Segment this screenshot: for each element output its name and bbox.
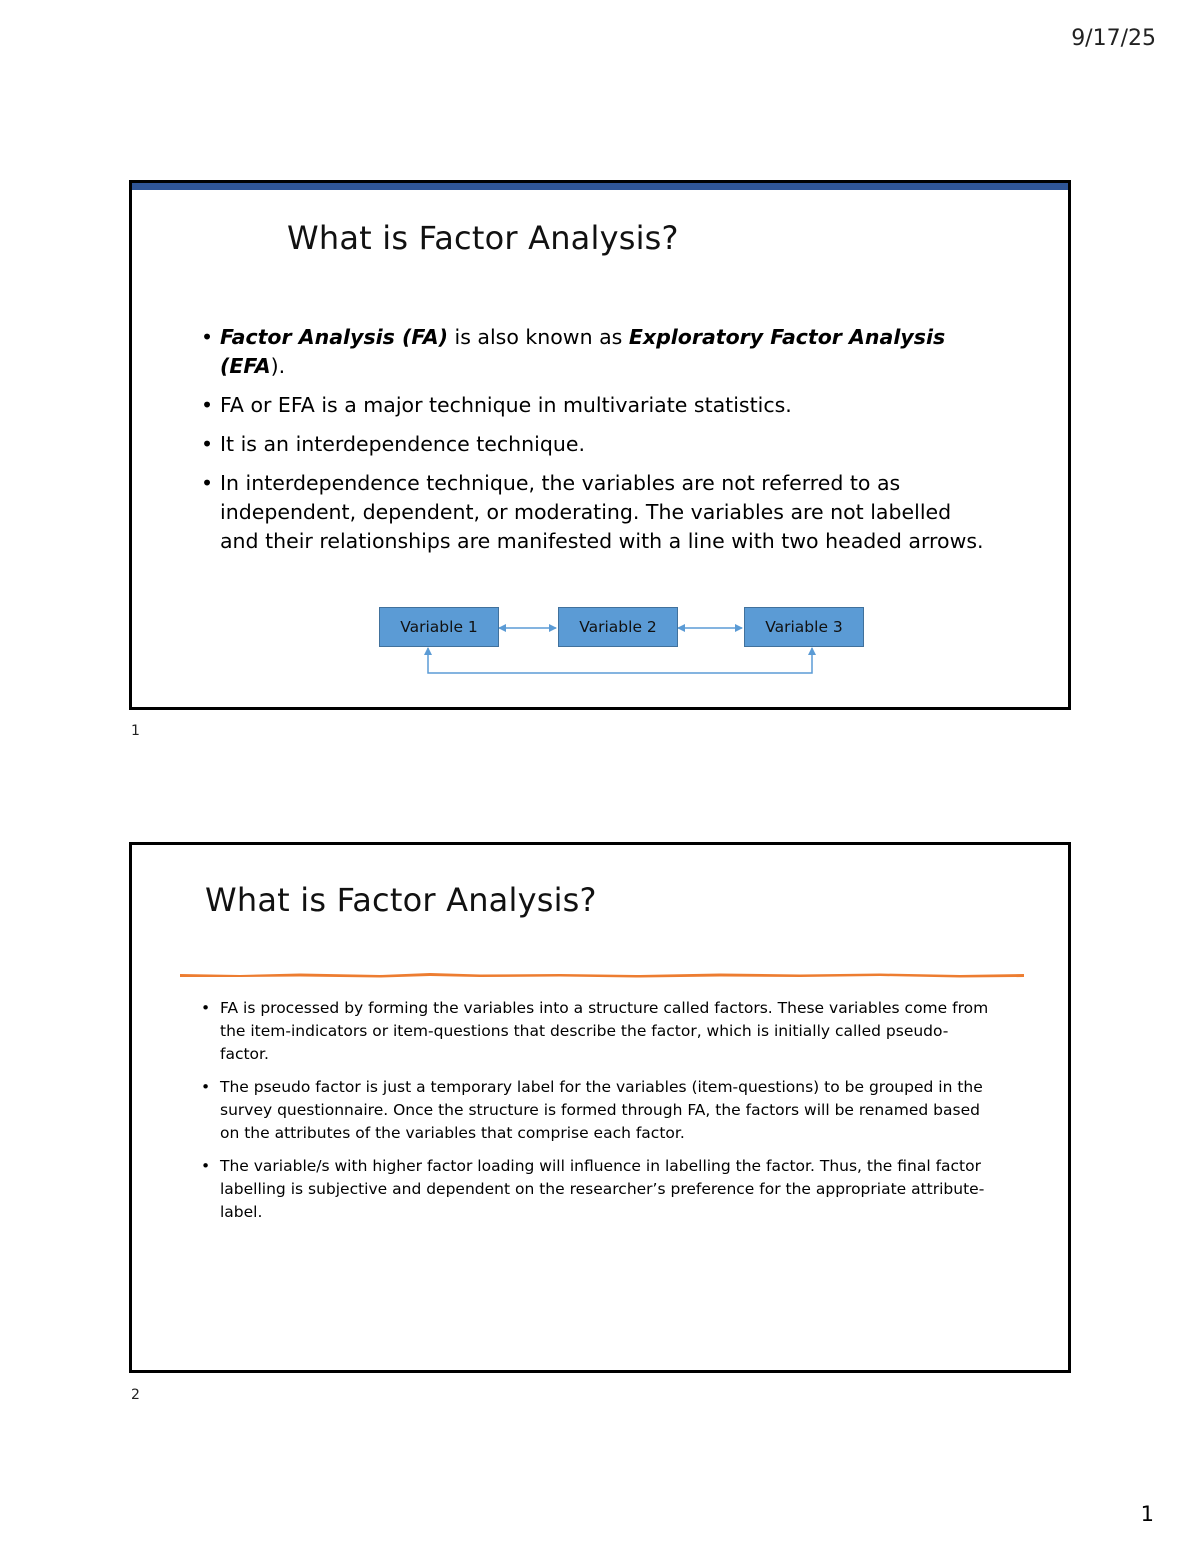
bullet-text: The variable/s with higher factor loading will influence in labelling the factor. Thus, the final factor labelling is subjective and dependent on the researcher’s preference for the appropriate attribute-label. [220, 1157, 985, 1221]
variable-box-2: Variable 2 [558, 607, 678, 647]
arrow-var1-var3 [428, 648, 812, 673]
bullet-text: is also known as [447, 325, 629, 349]
variable-box-3: Variable 3 [744, 607, 864, 647]
bullet-list [201, 997, 991, 1234]
slide-title: What is Factor Analysis? [205, 881, 597, 919]
slide-title: What is Factor Analysis? [287, 219, 679, 257]
bullet-item [201, 391, 991, 420]
slide-number: 1 [131, 723, 140, 739]
slide-top-bar [132, 183, 1068, 190]
slide-2 [129, 842, 1071, 1373]
bullet-text: FA is processed by forming the variables into a structure called factors. These variables come from the item-indicators or item-questions that describe the factor, which is initially called pseudo-factor. [220, 999, 989, 1063]
bullet-item [201, 469, 991, 556]
bullet-item [201, 1155, 991, 1224]
slide-number: 2 [131, 1387, 140, 1403]
bullet-item [201, 430, 991, 459]
bullet-text: The pseudo factor is just a temporary label for the variables (item-questions) to be grouped in the survey questionnaire. Once the structure is formed through FA, the factors will be renamed based on the attributes of the variables that comprise each factor. [220, 1078, 983, 1142]
bullet-item [201, 997, 991, 1066]
bullet-item [201, 1076, 991, 1145]
bullet-list [201, 323, 991, 566]
bullet-text: In interdependence technique, the variables are not referred to as independent, dependent, or moderating. The variables are not labelled and their relationships are manifested with a line with two headed arrows. [220, 471, 984, 553]
title-underline [180, 970, 1024, 980]
variable-box-1: Variable 1 [379, 607, 499, 647]
page-date: 9/17/25 [1071, 26, 1156, 51]
bullet-text: Exploratory Factor Analysis (EFA [220, 325, 946, 378]
bullet-text: Factor Analysis (FA) [220, 325, 448, 349]
bullet-text: ). [270, 354, 286, 378]
bullet-text: FA or EFA is a major technique in multivariate statistics. [220, 393, 792, 417]
bullet-item [201, 323, 991, 381]
page-number: 1 [1140, 1502, 1154, 1526]
slide-1 [129, 180, 1071, 710]
bullet-text: It is an interdependence technique. [220, 432, 585, 456]
